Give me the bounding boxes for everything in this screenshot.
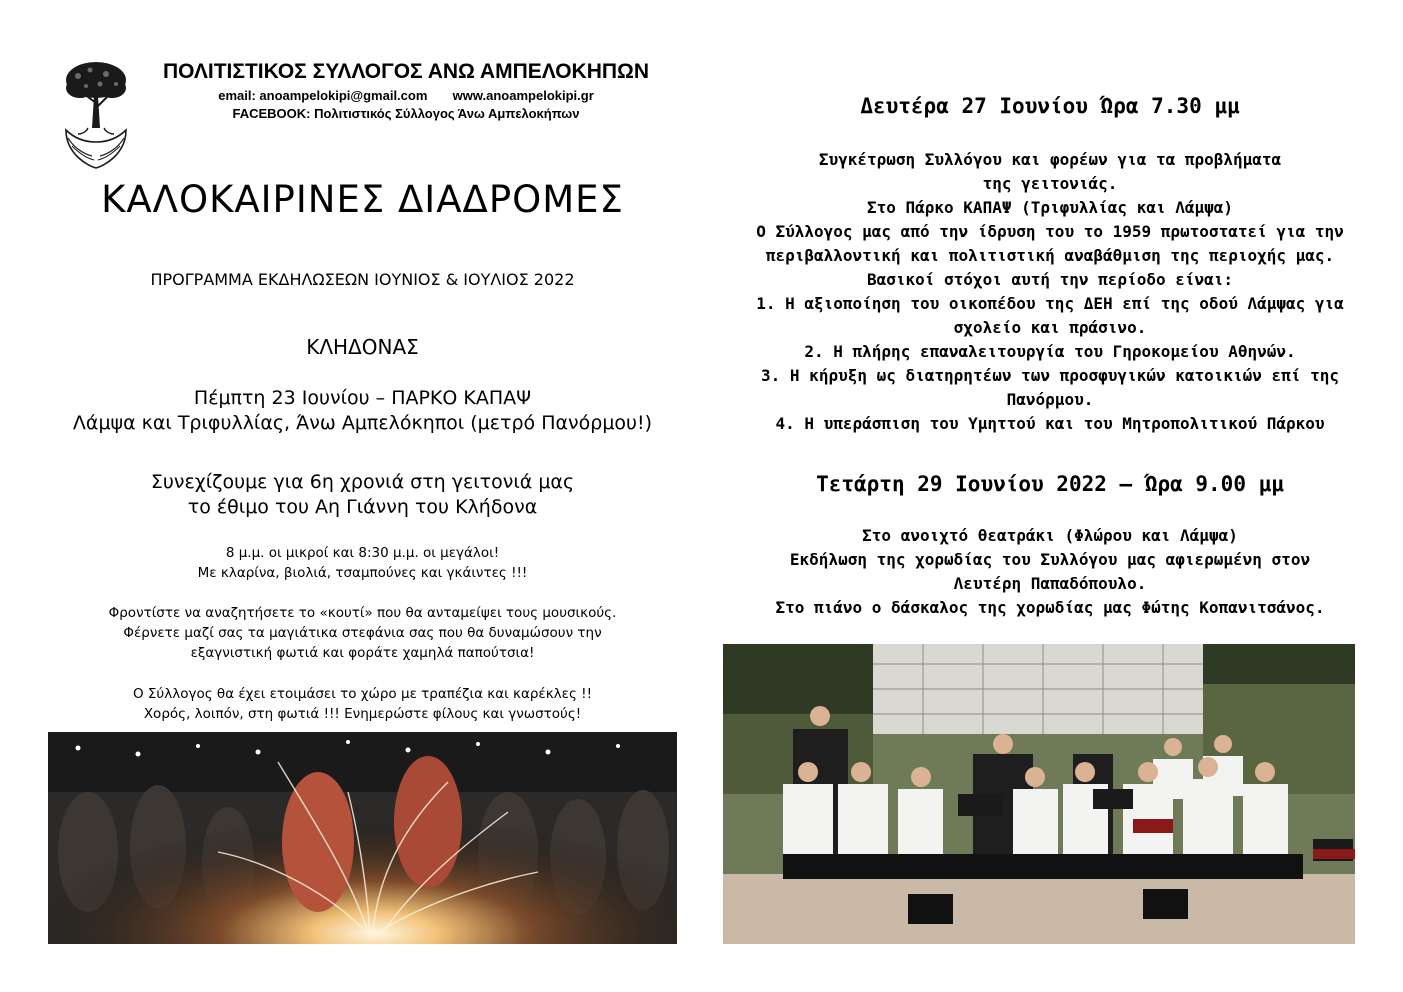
event3-line: Στο πιάνο ο δάσκαλος της χορωδίας μας Φώτης Κοπανιτσάνος. (775, 598, 1325, 617)
main-title: ΚΑΛΟΚΑΙΡΙΝΕΣ ΔΙΑΔΡΟΜΕΣ (101, 178, 624, 221)
event3-line: Εκδήλωση της χορωδίας του Συλλόγου μας αφιερωμένη στον (789, 550, 1311, 569)
event2-line: Ο Σύλλογος μας από την ίδρυση του το 1959 πρωτοστατεί για την (756, 222, 1344, 241)
klidonas-title: ΚΛΗΔΟΝΑΣ (306, 335, 419, 359)
event2-line: 3. Η κήρυξη ως διατηρητέων των προσφυγικών κατοικιών επί της (761, 366, 1339, 385)
custom-line-2: το έθιμο του Αη Γιάννη του Κλήδονα (187, 496, 538, 518)
tables-line-1: Ο Σύλλογος θα έχει ετοιμάσει το χώρο με τραπέζια και καρέκλες !! (132, 686, 593, 702)
event2-heading: Δευτέρα 27 Ιουνίου Ώρα 7.30 μμ (860, 94, 1240, 118)
times-line-2: Με κλαρίνα, βιολιά, τσαμπούνες και γκάιντες !!! (197, 565, 528, 581)
choir-photo (723, 644, 1355, 944)
event2-line: 1. Η αξιοποίηση του οικοπέδου της ΔΕΗ επί της οδού Λάμψας για (756, 294, 1344, 313)
event2-line: Πανόρμου. (1006, 390, 1094, 409)
event2-line: Στο Πάρκο ΚΑΠΑΨ (Τριφυλλίας και Λάμψα) (866, 198, 1234, 217)
custom-line-1: Συνεχίζουμε για 6η χρονιά στη γειτονιά μας (150, 471, 575, 493)
bonfire-photo (48, 732, 677, 944)
box-line-2: Φέρνετε μαζί σας τα μαγιάτικα στεφάνια σας που θα δυναμώσουν την (123, 625, 602, 641)
event2-line: της γειτονιάς. (982, 174, 1118, 193)
event1-place: Λάμψα και Τριφυλλίας, Άνω Αμπελόκηποι (μετρό Πανόρμου!) (72, 412, 653, 434)
event2-line: σχολείο και πράσινο. (953, 318, 1147, 337)
event3-line: Στο ανοιχτό θεατράκι (Φλώρου και Λάμψα) (862, 526, 1238, 545)
event1-date: Πέμπτη 23 Ιουνίου – ΠΑΡΚΟ ΚΑΠΑΨ (193, 387, 532, 409)
event2-line: Βασικοί στόχοι αυτή την περίοδο είναι: (866, 270, 1234, 289)
contact-line: email: anoampelokipi@gmail.com www.anoampelokipi.gr (218, 88, 594, 103)
event3-heading: Τετάρτη 29 Ιουνίου 2022 – Ώρα 9.00 μμ (816, 472, 1284, 496)
event2-line: Συγκέτρωση Συλλόγου και φορέων για τα προβλήματα (818, 150, 1282, 169)
box-line-3: εξαγνιστική φωτιά και φοράτε χαμηλά παπούτσια! (190, 645, 535, 661)
event2-line: 2. Η πλήρης επαναλειτουργία του Γηροκομείου Αθηνών. (804, 342, 1296, 361)
association-logo-tree-hands (58, 58, 134, 174)
organization-name: ΠΟΛΙΤΙΣΤΙΚΟΣ ΣΥΛΛΟΓΟΣ ΑΝΩ ΑΜΠΕΛΟΚΗΠΩΝ (162, 60, 650, 83)
tables-line-2: Χορός, λοιπόν, στη φωτιά !!! Ενημερώστε φίλους και γνωστούς! (143, 706, 582, 722)
facebook-line: FACEBOOK: Πολιτιστικός Σύλλογος Άνω Αμπελοκήπων (232, 106, 580, 121)
times-line-1: 8 μ.μ. οι μικροί και 8:30 μ.μ. οι μεγάλοι! (225, 545, 500, 561)
box-line-1: Φροντίστε να αναζητήσετε το «κουτί» που θα ανταμείψει τους μουσικούς. (108, 605, 617, 621)
program-title: ΠΡΟΓΡΑΜΜΑ ΕΚΔΗΛΩΣΕΩΝ ΙΟΥΝΙΟΣ & ΙΟΥΛΙΟΣ 2022 (150, 270, 575, 289)
event2-line: περιβαλλοντική και πολιτιστική αναβάθμιση της περιοχής μας. (765, 246, 1335, 265)
event2-line: 4. Η υπεράσπιση του Υμηττού και του Μητροπολιτικού Πάρκου (775, 414, 1325, 433)
event3-line: Λευτέρη Παπαδόπουλο. (953, 574, 1147, 593)
